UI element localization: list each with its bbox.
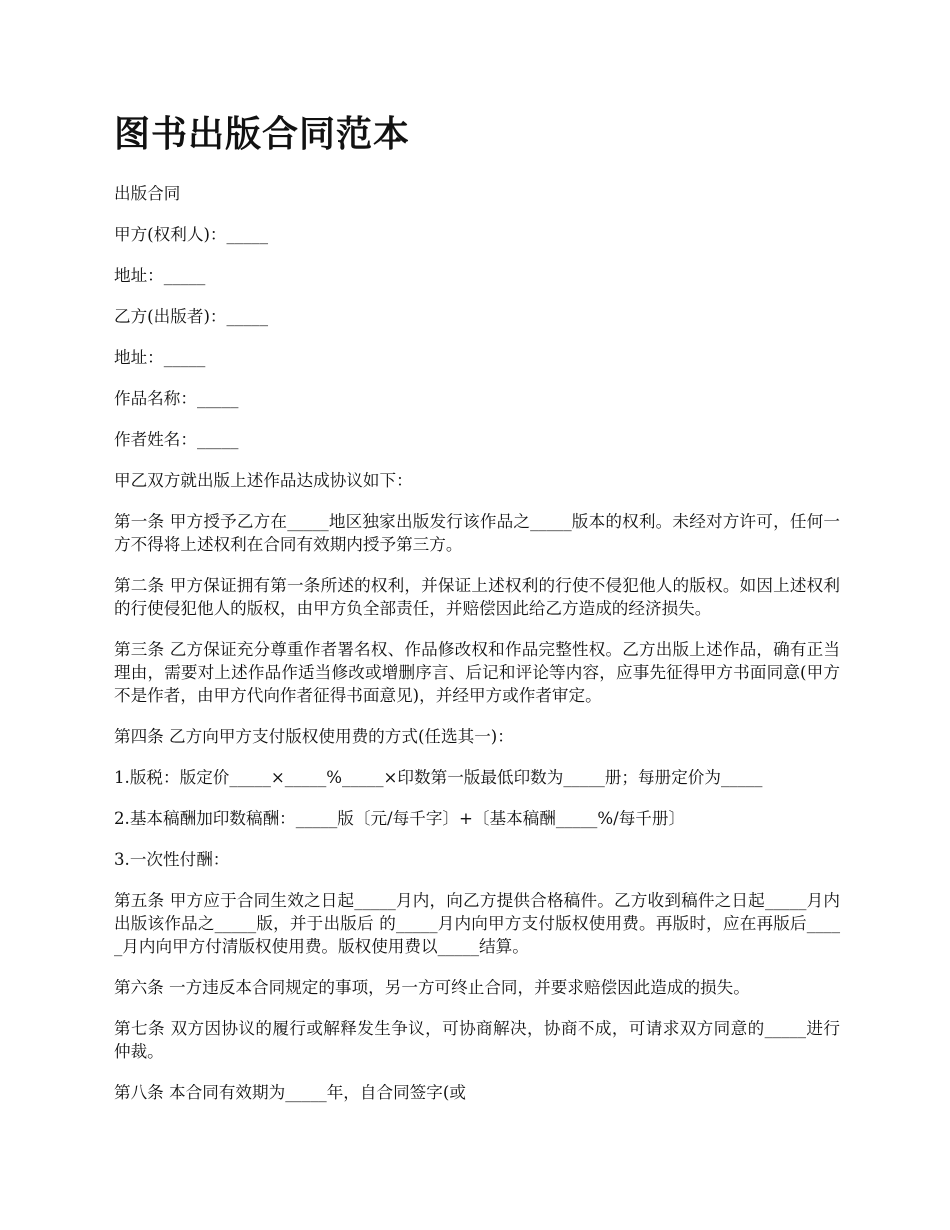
paragraph-work-title: 作品名称：_____ <box>114 389 239 408</box>
document-title: 图书出版合同范本 <box>114 114 411 155</box>
paragraph-article-7: 第七条 双方因协议的履行或解释发生争议，可协商解决，协商不成，可请求双方同意的_____进行仲裁。 <box>114 1019 840 1061</box>
paragraph-option-base-fee: 2.基本稿酬加印数稿酬：_____版〔元/每千字〕+〔基本稿酬_____%/每千册〕 <box>114 809 686 828</box>
paragraph-party-a-address: 地址：_____ <box>114 266 206 285</box>
paragraph-article-5: 第五条 甲方应于合同生效之日起_____月内，向乙方提供合格稿件。乙方收到稿件之日起_____月内出版该作品之_____版，并于出版后 的_____月内向甲方支付版权使用费。再版时，应在再版后_____月内向甲方付清版权使用费。版权使用费以_____结算。 <box>114 891 840 956</box>
paragraph-article-6: 第六条 一方违反本合同规定的事项，另一方可终止合同，并要求赔偿因此造成的损失。 <box>114 978 750 997</box>
paragraph-article-1: 第一条 甲方授予乙方在_____地区独家出版发行该作品之_____版本的权利。未经对方许可，任何一方不得将上述权利在合同有效期内授予第三方。 <box>114 512 840 554</box>
document-page <box>114 112 840 1122</box>
paragraph-article-4: 第四条 乙方向甲方支付版权使用费的方式(任选其一)： <box>114 727 514 746</box>
paragraph-agreement-intro: 甲乙双方就出版上述作品达成协议如下： <box>114 471 413 490</box>
paragraph-contract-heading: 出版合同 <box>114 184 181 203</box>
paragraph-party-b-address: 地址：_____ <box>114 348 206 367</box>
paragraph-article-8: 第八条 本合同有效期为_____年，自合同签字(或 <box>114 1083 466 1102</box>
paragraph-party-a: 甲方(权利人)：_____ <box>114 225 268 244</box>
paragraph-article-2: 第二条 甲方保证拥有第一条所述的权利，并保证上述权利的行使不侵犯他人的版权。如因上述权利的行使侵犯他人的版权，由甲方负全部责任，并赔偿因此给乙方造成的经济损失。 <box>114 576 840 618</box>
paragraph-party-b: 乙方(出版者)：_____ <box>114 307 268 326</box>
paragraph-article-3: 第三条 乙方保证充分尊重作者署名权、作品修改权和作品完整性权。乙方出版上述作品，确有正当理由，需要对上述作品作适当修改或增删序言、后记和评论等内容，应事先征得甲方书面同意(甲方不是作者，由甲方代向作者征得书面意见)，并经甲方或作者审定。 <box>114 640 840 705</box>
paragraph-author-name: 作者姓名：_____ <box>114 430 239 449</box>
paragraph-option-royalty: 1.版税：版定价_____×_____%_____×印数第一版最低印数为_____册；每册定价为_____ <box>114 768 763 787</box>
paragraph-option-lump-sum: 3.一次性付酬： <box>114 850 230 869</box>
